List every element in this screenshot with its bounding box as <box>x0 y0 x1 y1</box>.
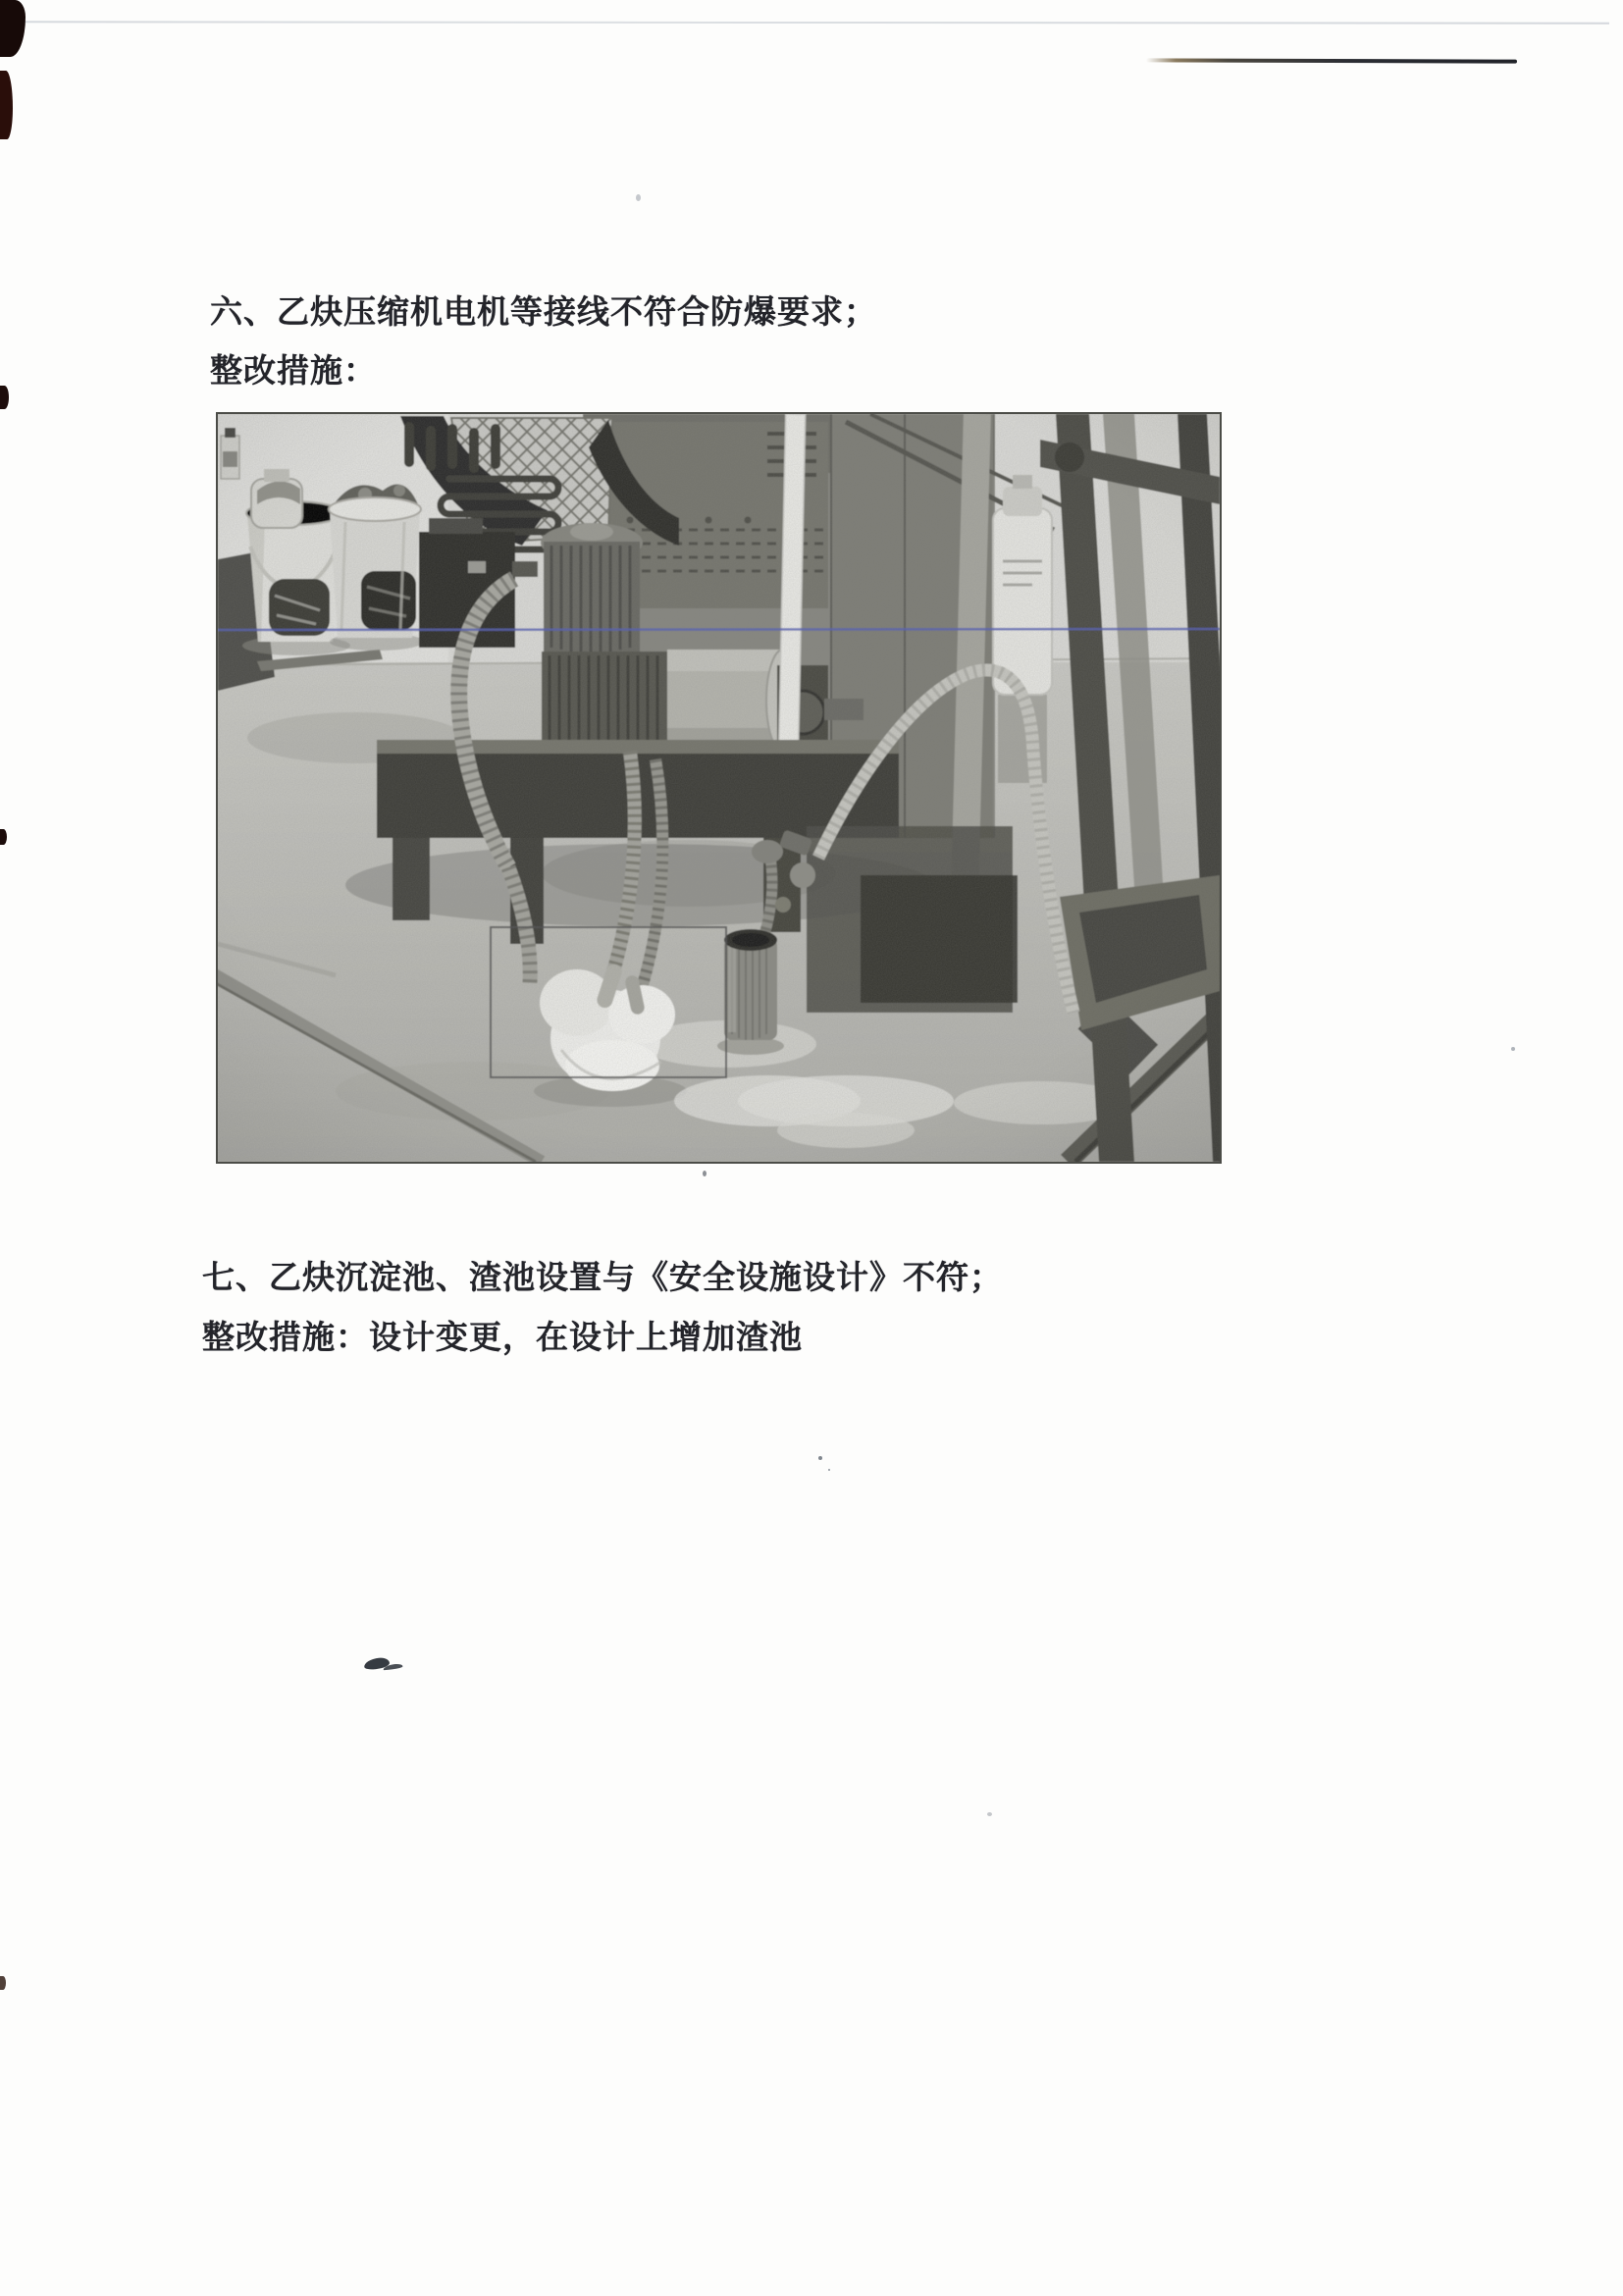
scan-edge-mark <box>0 1976 6 1990</box>
item7-measure-label: 整改措施：设计变更，在设计上增加渣池 <box>202 1321 803 1356</box>
speck <box>636 194 641 201</box>
scan-edge-mark <box>0 0 26 57</box>
scan-edge-mark <box>0 386 9 409</box>
photo-vignette <box>218 414 1220 1162</box>
ink-dots <box>818 1456 822 1460</box>
speck <box>987 1812 992 1816</box>
speck <box>703 1171 707 1176</box>
ink-smudge <box>363 1657 390 1671</box>
item7-heading: 七、乙炔沉淀池、渣池设置与《安全设施设计》不符； <box>202 1261 1003 1296</box>
site-photo-illustration <box>218 414 1220 1162</box>
speck <box>1511 1047 1515 1051</box>
item6-measure-label: 整改措施： <box>210 354 377 390</box>
scan-edge-mark <box>0 829 7 845</box>
site-photo <box>216 412 1222 1164</box>
scan-line-artifact <box>14 21 1609 24</box>
item6-heading: 六、乙炔压缩机电机等接线不符合防爆要求； <box>210 295 877 331</box>
scan-edge-mark <box>0 71 13 139</box>
scan-dark-line-artifact <box>1146 58 1517 63</box>
